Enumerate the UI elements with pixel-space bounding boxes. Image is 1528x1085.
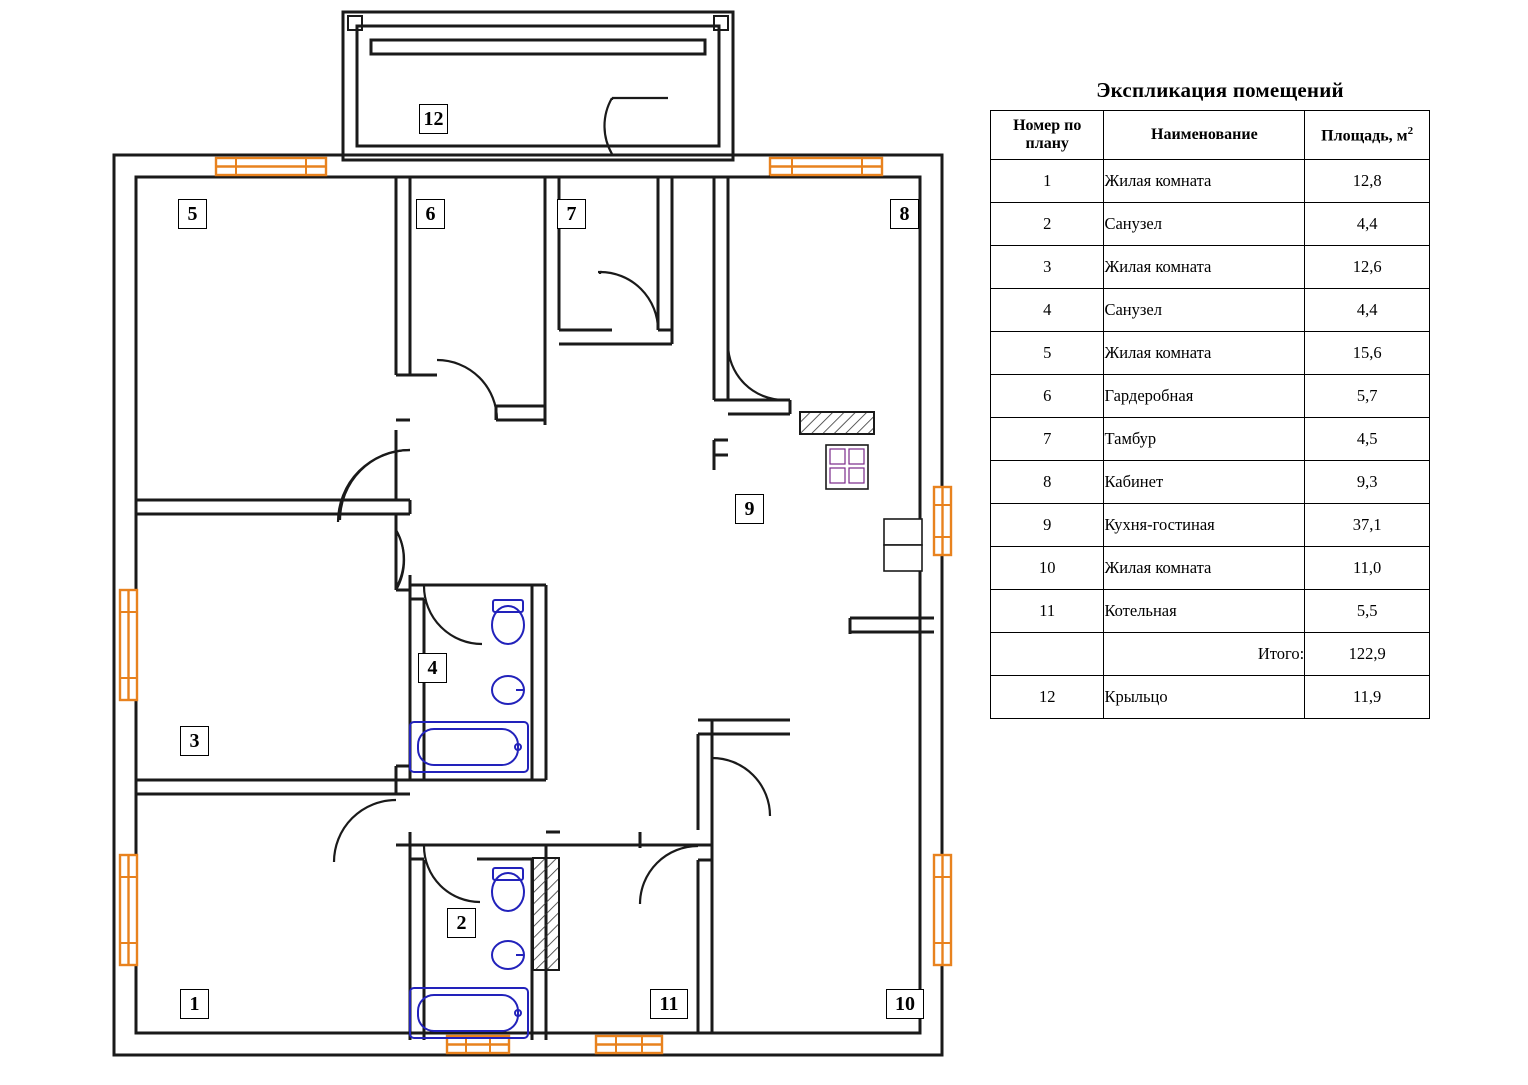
cell-area: 11,0: [1305, 547, 1430, 590]
room-label-12: 12: [419, 104, 448, 134]
cell-number: 11: [991, 590, 1104, 633]
room-label-6: 6: [416, 199, 445, 229]
total-label: Итого:: [1104, 633, 1305, 676]
cell-name: Жилая комната: [1104, 160, 1305, 203]
cell-number: 9: [991, 504, 1104, 547]
table-row: [991, 590, 1430, 633]
table-row: [991, 289, 1430, 332]
table-row: [991, 160, 1430, 203]
toilet-2: [492, 868, 524, 911]
sink-4: [492, 676, 524, 704]
table-row: [991, 547, 1430, 590]
internal-walls: [136, 177, 934, 1040]
header-area-sup: 2: [1407, 124, 1414, 137]
cell-area: 12,8: [1305, 160, 1430, 203]
explication-panel: [985, 0, 1528, 1080]
total-area: 122,9: [1305, 633, 1430, 676]
sink-2: [492, 941, 524, 969]
cell-area: 11,9: [1305, 676, 1430, 719]
room-label-4: 4: [418, 653, 447, 683]
table-row: [991, 504, 1430, 547]
table-row: [991, 461, 1430, 504]
cell-number: 6: [991, 375, 1104, 418]
header-area: [1305, 111, 1430, 160]
room-label-1: 1: [180, 989, 209, 1019]
cell-number: 3: [991, 246, 1104, 289]
cell-number: 7: [991, 418, 1104, 461]
cell-number: 10: [991, 547, 1104, 590]
cell-name: Котельная: [1104, 590, 1305, 633]
cell-name: Тамбур: [1104, 418, 1305, 461]
room-label-9: 9: [735, 494, 764, 524]
cell-name: Кухня-гостиная: [1104, 504, 1305, 547]
cell-area: 9,3: [1305, 461, 1430, 504]
cell-area: 37,1: [1305, 504, 1430, 547]
table-header-row: [991, 111, 1430, 160]
cell-area: 4,4: [1305, 289, 1430, 332]
cell-area: 5,7: [1305, 375, 1430, 418]
table-row: [991, 375, 1430, 418]
table-total-row: [991, 633, 1430, 676]
cell-name: Санузел: [1104, 289, 1305, 332]
room-label-7: 7: [557, 199, 586, 229]
cell-number: 8: [991, 461, 1104, 504]
bathtub-2: [410, 988, 528, 1038]
room-label-3: 3: [180, 726, 209, 756]
cell-number-empty: [991, 633, 1104, 676]
wall-layer: [114, 12, 951, 1055]
room-label-11: 11: [650, 989, 688, 1019]
header-number: Номер по плану: [991, 111, 1104, 160]
cell-area: 15,6: [1305, 332, 1430, 375]
explication-table: [990, 110, 1430, 719]
table-row: [991, 418, 1430, 461]
outer-walls: [114, 155, 942, 1055]
header-name: Наименование: [1104, 111, 1305, 160]
cell-number: 5: [991, 332, 1104, 375]
cell-name: Жилая комната: [1104, 547, 1305, 590]
room-label-8: 8: [890, 199, 919, 229]
cell-name: Санузел: [1104, 203, 1305, 246]
bathtub-4: [410, 722, 528, 772]
cell-name: Гардеробная: [1104, 375, 1305, 418]
cell-number: 2: [991, 203, 1104, 246]
legend-title: Экспликация помещений: [1096, 78, 1344, 102]
cell-number: 1: [991, 160, 1104, 203]
room-label-5: 5: [178, 199, 207, 229]
table-row: [991, 246, 1430, 289]
cell-name: Жилая комната: [1104, 332, 1305, 375]
cell-area: 4,4: [1305, 203, 1430, 246]
cell-area: 4,5: [1305, 418, 1430, 461]
porch-outline: [343, 12, 733, 160]
kitchen-equipment: [826, 445, 922, 571]
cell-area: 12,6: [1305, 246, 1430, 289]
header-area-text: Площадь, м: [1321, 127, 1408, 145]
explication-head: [991, 111, 1430, 160]
cell-number: 12: [991, 676, 1104, 719]
table-row: [991, 676, 1430, 719]
cell-number: 4: [991, 289, 1104, 332]
explication-body: [991, 160, 1430, 719]
cell-name: Кабинет: [1104, 461, 1305, 504]
room-label-2: 2: [447, 908, 476, 938]
table-row: [991, 203, 1430, 246]
cell-name: Жилая комната: [1104, 246, 1305, 289]
room-label-10: 10: [886, 989, 924, 1019]
cell-name: Крыльцо: [1104, 676, 1305, 719]
toilet-4: [492, 600, 524, 644]
table-row: [991, 332, 1430, 375]
cell-area: 5,5: [1305, 590, 1430, 633]
